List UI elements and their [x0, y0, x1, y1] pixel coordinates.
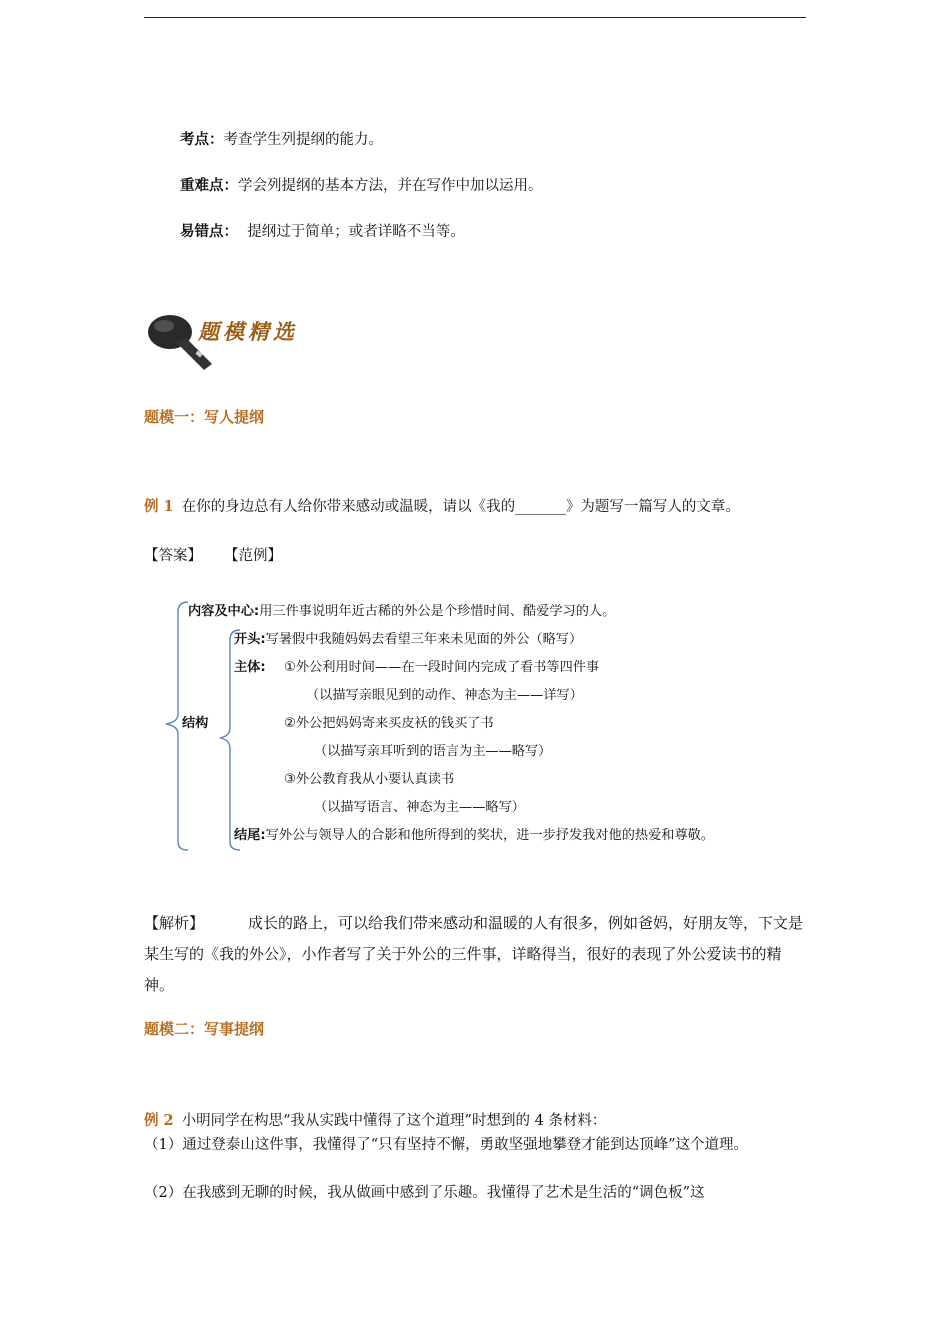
ending-text: 写外公与领导人的合影和他所得到的奖状，进一步抒发我对他的热爱和尊敬。 — [265, 828, 715, 843]
example2-label: 例 2 — [144, 1112, 174, 1129]
key-point-text: 学会列提纲的基本方法，并在写作中加以运用。 — [238, 178, 543, 194]
model1-title: 题模一：写人提纲 — [144, 408, 265, 426]
body-item-3-note: （以描写语言、神态为主——略写） — [314, 800, 525, 815]
key-point-label: 易错点： — [180, 223, 238, 240]
body-item-2: ②外公把妈妈寄来买皮袄的钱买了书 — [284, 716, 494, 731]
example1-text — [144, 496, 808, 518]
opening-text: 写暑假中我随妈妈去看望三年来未见面的外公（略写） — [265, 632, 583, 647]
section-logo-title: 题模精选 — [198, 319, 298, 344]
body-item-1-note: （以描写亲眼见到的动作、神态为主——详写） — [306, 688, 583, 703]
key-point-kaodian — [180, 128, 383, 149]
key-point-zhongnandian — [180, 174, 543, 195]
example1-question: 在你的身边总有人给你带来感动或温暖，请以《我的_______》为题写一篇写人的文章。 — [181, 499, 740, 515]
example2-intro — [144, 1110, 808, 1132]
body-item-2-note: （以描写亲耳听到的语言为主——略写） — [314, 744, 552, 759]
analysis-label: 【解析】 — [144, 914, 205, 932]
analysis-text: 成长的路上，可以给我们带来感动和温暖的人有很多，例如爸妈，好朋友等，下文是某生写的《我的外公》，小作者写了关于外公的三件事，详略得当，很好的表现了外公爱读书的精神。 — [144, 914, 804, 994]
body-label: 主体: — [234, 660, 266, 675]
key-point-text: 提纲过于简单；或者详略不当等。 — [247, 224, 465, 240]
example1-label: 例 1 — [144, 498, 174, 515]
analysis-paragraph — [144, 908, 806, 1001]
key-point-label: 考点： — [180, 131, 224, 148]
key-point-text: 考查学生列提纲的能力。 — [223, 132, 383, 148]
body-item-3: ③外公教育我从小要认真读书 — [284, 772, 455, 787]
example2-intro-text: 小明同学在构思“我从实践中懂得了这个道理”时想到的 4 条材料： — [181, 1113, 607, 1129]
body-item-1: ①外公利用时间——在一段时间内完成了看书等四件事 — [284, 660, 600, 675]
answer-label: 【答案】 — [144, 548, 202, 564]
example2-item-1: （1）通过登泰山这件事，我懂得了“只有坚持不懈，勇敢坚强地攀登才能到达顶峰”这个道理。 — [144, 1137, 749, 1153]
key-point-yicuodian — [180, 220, 465, 241]
outline-diagram — [148, 594, 808, 862]
example2-item-2: （2）在我感到无聊的时候，我从做画中感到了乐趣。我懂得了艺术是生活的“调色板”这 — [144, 1185, 705, 1201]
key-point-label: 重难点： — [180, 177, 238, 194]
content-label: 内容及中心: — [188, 604, 260, 619]
example1-answer-line — [144, 545, 808, 567]
header-rule — [144, 17, 806, 18]
opening-label: 开头: — [234, 632, 266, 647]
sample-label: 【范例】 — [224, 548, 282, 564]
structure-label: 结构 — [182, 716, 209, 731]
model2-title: 题模二：写事提纲 — [144, 1020, 265, 1038]
content-text: 用三件事说明年近古稀的外公是个珍惜时间、酷爱学习的人。 — [259, 604, 616, 619]
ending-label: 结尾: — [234, 828, 266, 843]
